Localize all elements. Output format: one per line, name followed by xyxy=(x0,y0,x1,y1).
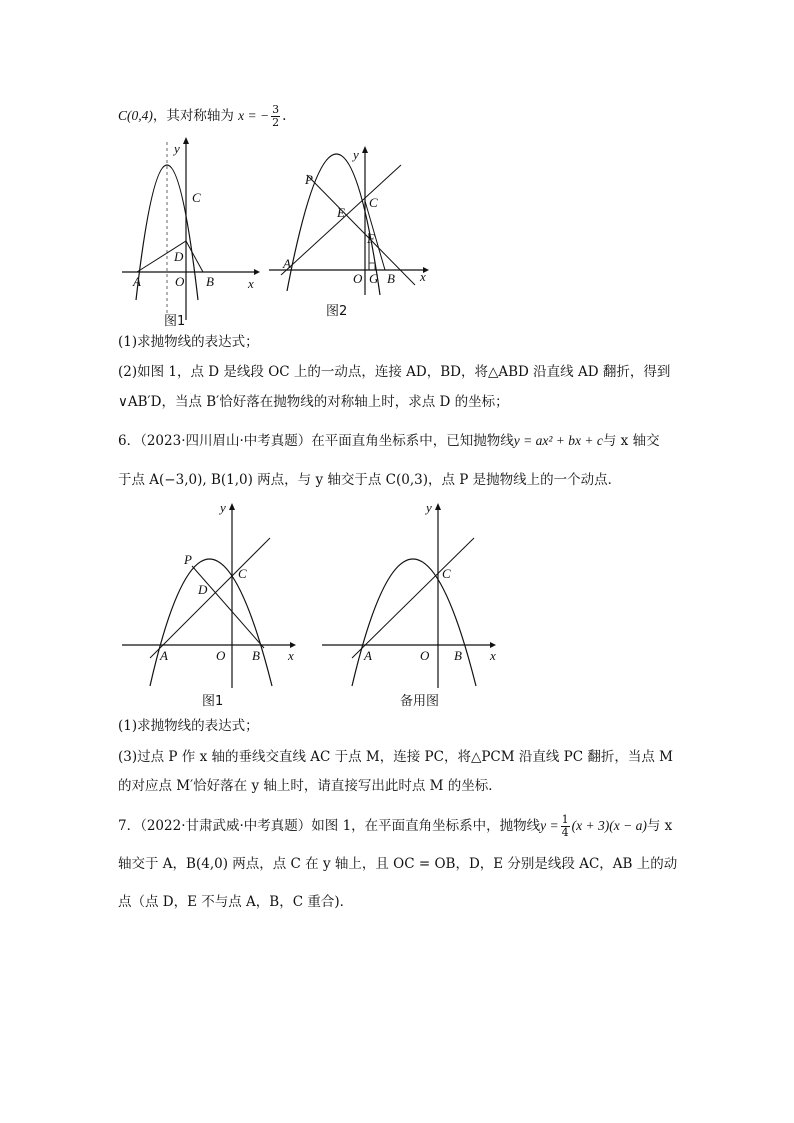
label-y: y xyxy=(174,141,180,156)
label-A: A xyxy=(160,648,168,663)
label-E: E xyxy=(337,205,345,220)
intro-line xyxy=(118,104,286,129)
label-x: x xyxy=(420,269,426,284)
caption-top-fig2: 图2 xyxy=(326,304,348,319)
q5-part1: (1)求抛物线的表达式； xyxy=(118,334,259,350)
label-O: O xyxy=(175,274,185,289)
q7-fraction: $\frac{1}{4}$ xyxy=(561,813,569,839)
label-x: x xyxy=(490,648,496,663)
label-O: O xyxy=(420,648,430,663)
intro-text: ，其对称轴为 xyxy=(152,108,234,124)
q6-part3-line2: 的对应点 M′恰好落在 y 轴上时，请直接写出此时点 M 的坐标． xyxy=(118,778,502,794)
q7-source: 7．（2022·甘肃武威·中考真题）如图 1，在平面直角坐标系中，抛物线 xyxy=(118,818,541,834)
label-y: y xyxy=(220,500,226,515)
q7-line1-end: 与 x xyxy=(646,818,673,834)
label-y: y xyxy=(426,500,432,515)
label-C: C xyxy=(442,566,451,581)
q7-line2: 轴交于 A，B(4,0) 两点，点 C 在 y 轴上，且 OC = OB，D，E 分别是线段 AC，AB 上的动 xyxy=(118,856,678,872)
q6-equation: y = ax² + bx + c xyxy=(513,433,603,448)
q7-line3: 点（点 D，E 不与点 A，B，C 重合)． xyxy=(118,894,354,910)
q7-line1 xyxy=(118,814,672,839)
label-P: P xyxy=(184,552,192,567)
q6-line1 xyxy=(118,432,660,450)
label-x: x xyxy=(248,276,254,291)
q5-part2-line1: (2)如图 1，点 D 是线段 OC 上的一动点，连接 AD，BD，将△ABD 沿直线 AD 翻折，得到 xyxy=(118,364,671,380)
q6-part1: (1)求抛物线的表达式； xyxy=(118,718,259,734)
q7-eq-lhs: y = xyxy=(540,818,559,833)
label-D: D xyxy=(198,582,208,597)
mid-figure-2 xyxy=(318,498,508,690)
label-A: A xyxy=(364,648,372,663)
q5-part2-line2: ∨AB′D，当点 B′恰好落在抛物线的对称轴上时，求点 D 的坐标； xyxy=(118,394,509,410)
q6-line1-end: 与 x 轴交 xyxy=(602,433,660,449)
label-C: C xyxy=(238,566,247,581)
label-A: A xyxy=(133,274,141,289)
label-C: C xyxy=(192,190,201,205)
label-C: C xyxy=(369,195,378,210)
label-F: F xyxy=(367,231,375,246)
label-A: A xyxy=(283,256,291,271)
label-O: O xyxy=(216,648,226,663)
label-P: P xyxy=(305,172,313,187)
label-G: G xyxy=(369,271,379,286)
label-B: B xyxy=(387,271,395,286)
label-O: O xyxy=(353,271,363,286)
label-D: D xyxy=(174,249,184,264)
q6-source: 6．（2023·四川眉山·中考真题）在平面直角坐标系中，已知抛物线 xyxy=(118,433,514,449)
label-B: B xyxy=(206,274,214,289)
intro-fraction: $\frac{3}{2}$ xyxy=(272,103,280,129)
label-B: B xyxy=(454,648,462,663)
caption-mid-fig2: 备用图 xyxy=(400,694,440,709)
mid-figure-1 xyxy=(118,498,308,690)
label-B: B xyxy=(252,648,260,663)
intro-axis-eq: x = − xyxy=(238,108,270,123)
label-y: y xyxy=(353,147,359,162)
top-figure-1 xyxy=(118,130,268,330)
top-figure-2 xyxy=(265,145,435,310)
caption-top-fig1: 图1 xyxy=(164,314,186,329)
q6-part3-line1: (3)过点 P 作 x 轴的垂线交直线 AC 于点 M，连接 PC，将△PCM 沿直线 PC 翻折，当点 M xyxy=(118,749,673,765)
q6-line2: 于点 A(−3,0), B(1,0) 两点，与 y 轴交于点 C(0,3)，点 P 是抛物线上的一个动点． xyxy=(118,472,622,488)
caption-mid-fig1: 图1 xyxy=(202,694,224,709)
q7-eq-rhs: (x + 3)(x − a) xyxy=(571,818,647,833)
label-x: x xyxy=(288,648,294,663)
intro-point: C(0,4) xyxy=(118,108,153,123)
intro-end: . xyxy=(282,108,287,124)
